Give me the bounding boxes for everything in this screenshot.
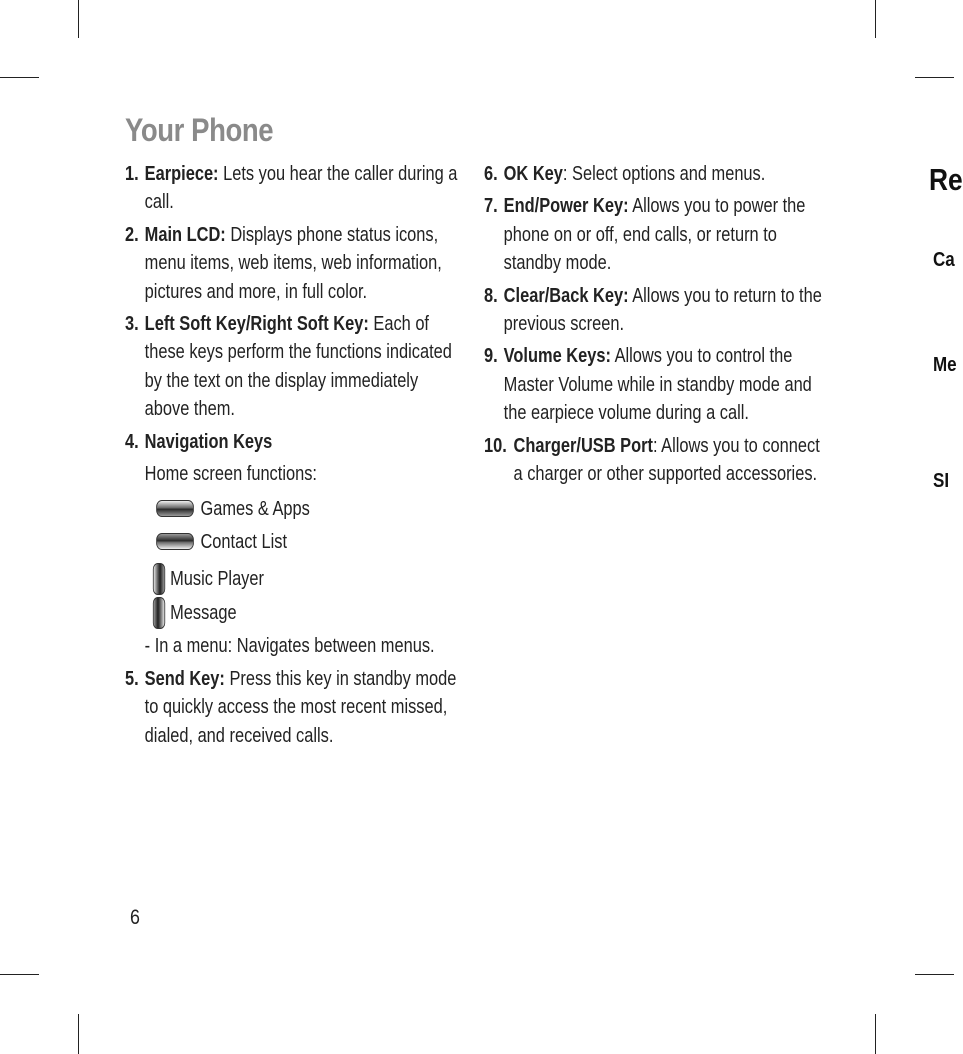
item-label: Volume Keys: — [503, 345, 611, 368]
down-key-icon — [156, 533, 194, 550]
next-page-title: Re — [929, 162, 963, 197]
item-text: Each of these keys perform the functions indicated by the text on the display immediately above them. — [144, 313, 452, 421]
item-label: Send Key: — [144, 667, 225, 690]
next-page-line: Me — [933, 354, 957, 376]
item-text: Allows you to return to the previous screen. — [503, 284, 822, 336]
navigation-functions — [125, 492, 463, 660]
item-text: Press this key in standby mode to quickly access the most recent missed, dialed, and received calls. — [144, 667, 457, 747]
list-item-clear-back-key — [484, 282, 828, 339]
menu-navigation-text: - In a menu: Navigates between menus. — [144, 635, 435, 658]
item-number: 4. — [125, 430, 139, 453]
item-text: : Allows you to connect a charger or other supported accessories. — [513, 434, 820, 486]
crop-mark — [915, 77, 954, 78]
list-item-end-power-key — [484, 192, 828, 277]
item-text: Lets you hear the caller during a call. — [144, 163, 458, 214]
item-text: Allows you to control the Master Volume while in standby mode and the earpiece volume during a call. — [503, 345, 812, 425]
list-item-soft-keys — [125, 310, 463, 424]
crop-mark — [875, 0, 876, 38]
right-key-icon — [153, 597, 165, 629]
page-number: 6 — [130, 906, 140, 929]
list-item-main-lcd — [125, 221, 463, 306]
item-number: 10. — [484, 434, 507, 457]
right-column — [484, 160, 828, 492]
item-label: Clear/Back Key: — [503, 284, 629, 307]
list-item-earpiece — [125, 160, 463, 217]
crop-mark — [915, 974, 954, 975]
item-label: Navigation Keys — [144, 430, 273, 453]
item-label: OK Key — [503, 163, 563, 185]
item-label: End/Power Key: — [503, 195, 629, 218]
crop-mark — [78, 1014, 79, 1054]
next-page-line: Ca — [933, 249, 955, 271]
item-number: 6. — [484, 163, 498, 185]
crop-mark — [0, 77, 39, 78]
nav-function-row — [125, 596, 463, 630]
next-page-line: SI — [933, 470, 950, 492]
item-number: 3. — [125, 313, 139, 336]
nav-function-row — [125, 525, 463, 558]
up-key-icon — [156, 500, 194, 517]
list-item-charger-usb-port — [484, 432, 828, 489]
item-number: 1. — [125, 163, 139, 185]
item-text: Displays phone status icons, menu items, web items, web information, pictures and more, in full color. — [144, 223, 442, 303]
item-label: Charger/USB Port — [513, 434, 653, 457]
left-column — [125, 160, 463, 754]
page-title: Your Phone — [125, 112, 274, 148]
left-key-icon — [153, 563, 165, 595]
crop-mark — [875, 1014, 876, 1054]
list-item-navigation-keys — [125, 428, 463, 489]
nav-function-label: Games & Apps — [200, 497, 310, 520]
home-screen-label: Home screen functions: — [144, 463, 317, 486]
item-label: Earpiece: — [144, 163, 219, 185]
nav-function-row — [125, 562, 463, 596]
nav-function-label: Contact List — [200, 530, 288, 553]
nav-function-label: Music Player — [170, 568, 264, 591]
nav-function-row — [125, 492, 463, 525]
item-label: Left Soft Key/Right Soft Key: — [144, 313, 369, 336]
crop-mark — [0, 974, 39, 975]
list-item-send-key — [125, 665, 463, 750]
item-number: 7. — [484, 195, 498, 218]
crop-mark — [78, 0, 79, 38]
item-text: Allows you to power the phone on or off, end calls, or return to standby mode. — [503, 195, 806, 275]
item-number: 2. — [125, 223, 139, 246]
item-number: 8. — [484, 284, 498, 307]
item-number: 9. — [484, 345, 498, 368]
item-label: Main LCD: — [144, 223, 226, 246]
list-item-ok-key — [484, 160, 828, 188]
item-text: : Select options and menus. — [562, 163, 766, 185]
item-number: 5. — [125, 667, 139, 690]
list-item-volume-keys — [484, 342, 828, 427]
nav-function-label: Message — [170, 602, 237, 625]
